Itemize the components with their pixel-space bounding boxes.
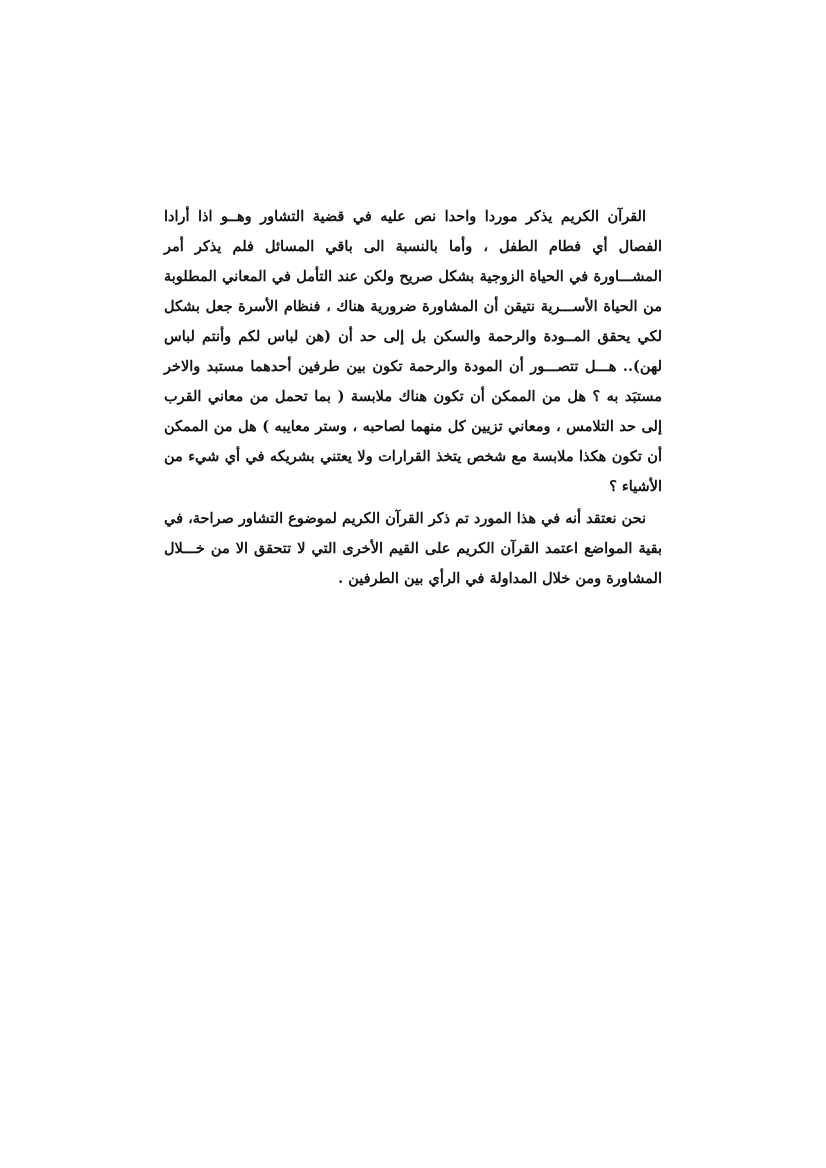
body-text xyxy=(164,202,662,594)
paragraph-1: القرآن الكريم يذكر موردا واحدا نص عليه في قضية التشاور وهــو اذا أرادا الفصال أي فطام الطفل ، وأما بالنسبة الى باقي المسائل فلم يذكر أمر المشـــاورة في الحياة الزوجية بشكل صريح ولكن عند التأمل في المعاني المطلوبة من الحياة الأســـرية نتيقن أن المشاورة ضرورية هناك ، فنظام الأسرة جعل بشكل لكي يحقق المــودة والرحمة والسكن بل إلى حد أن (هن لباس لكم وأنتم لباس لهن).. هـــل تتصـــور أن المودة والرحمة تكون بين طرفين أحدهما مستبد والاخر مستبَد به ؟ هل من الممكن أن تكون هناك ملابسة ( بما تحمل من معاني القرب إلى حد التلامس ، ومعاني تزيين كل منهما لصاحبه ، وستر معايبه ) هل من الممكن أن تكون هكذا ملابسة مع شخص يتخذ القرارات ولا يعتني بشريكه في أي شيء من الأشياء ؟ xyxy=(164,208,662,495)
paragraph-2: نحن نعتقد أنه في هذا المورد تم ذكر القرآن الكريم لموضوع التشاور صراحة، في بقية المواضع اعتمد القرآن الكريم على القيم الأخرى التي لا تتحقق الا من خـــلال المشاورة ومن خلال المداولة في الرأي بين الطرفين . xyxy=(164,510,662,587)
